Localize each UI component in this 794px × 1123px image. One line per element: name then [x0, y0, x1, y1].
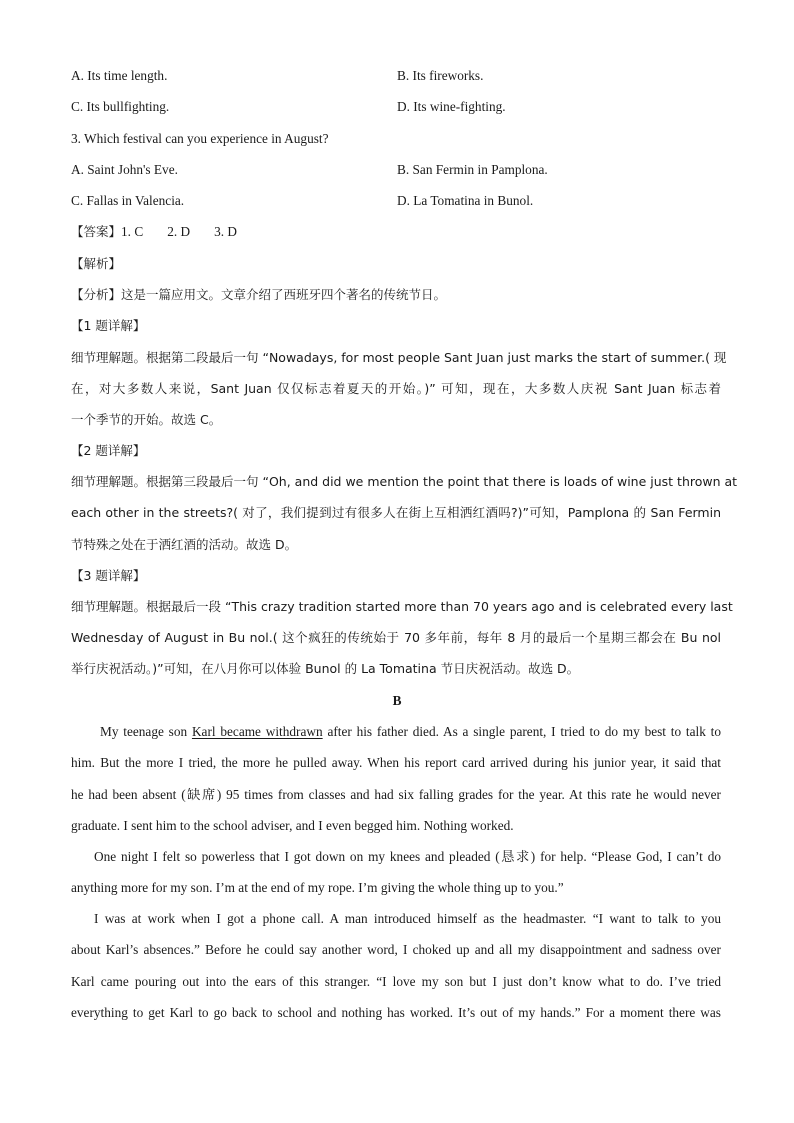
- passage-p2-line2: anything more for my son. I’m at the end of my rope. I’m giving the whole thing up to you.”: [71, 880, 564, 895]
- analysis-label: 【解析】: [71, 256, 122, 271]
- answer-1: 1. C: [121, 224, 144, 239]
- q2-option-c: C. Its bullfighting.: [71, 99, 170, 114]
- detail2-line2: each other in the streets?( 对了，我们提到过有很多人在街上互相洒红酒吗?)”可知，Pamplona 的 San Fermin: [71, 505, 721, 520]
- section-b-heading: B: [392, 693, 402, 708]
- passage-p1-line1: [100, 723, 721, 741]
- detail2-line1: 细节理解题。根据第三段最后一句 “Oh, and did we mention the point that there is loads of wine just thrown at: [71, 474, 738, 489]
- detail1-line3: 一个季节的开始。故选 C。: [71, 412, 222, 427]
- detail3-line3: 举行庆祝活动。)”可知，在八月你可以体验 Bunol 的 La Tomatina 节日庆祝活动。故选 D。: [71, 661, 580, 676]
- detail1-line1: 细节理解题。根据第二段最后一句 “Nowadays, for most people Sant Juan just marks the start of summer.( 现: [71, 350, 727, 365]
- passage-p3-line2: about Karl’s absences.” Before he could say another word, I choked up and all my disappointment and sadness over: [71, 942, 721, 957]
- q3-option-a: A. Saint John's Eve.: [71, 162, 178, 177]
- q3-option-b: B. San Fermin in Pamplona.: [397, 162, 548, 177]
- underlined-phrase: Karl became withdrawn: [191, 724, 323, 739]
- answer-label: 【答案】: [71, 224, 122, 239]
- q2-option-a: A. Its time length.: [71, 68, 168, 83]
- detail2-line3: 节特殊之处在于洒红酒的活动。故选 D。: [71, 537, 298, 552]
- answer-line: [71, 223, 237, 241]
- passage-p2-line1: One night I felt so powerless that I got down on my knees and pleaded (恳求) for help. “Please God, I can’t do: [94, 849, 721, 864]
- summary-text: 【分析】这是一篇应用文。文章介绍了西班牙四个著名的传统节日。: [71, 287, 447, 302]
- q3-option-c: C. Fallas in Valencia.: [71, 193, 185, 208]
- answer-2: 2. D: [167, 224, 191, 239]
- passage-p1-line2: him. But the more I tried, the more he pulled away. When his report card arrived during his junior year, it said that: [71, 755, 721, 770]
- q3-option-d: D. La Tomatina in Bunol.: [397, 193, 534, 208]
- detail3-line1: 细节理解题。根据最后一段 “This crazy tradition started more than 70 years ago and is celebrated every last: [71, 599, 733, 614]
- answer-3: 3. D: [214, 224, 237, 239]
- detail1-line2: 在，对大多数人来说，Sant Juan 仅仅标志着夏天的开始。)” 可知，现在，大多数人庆祝 Sant Juan 标志着: [71, 381, 721, 396]
- q2-option-b: B. Its fireworks.: [397, 68, 484, 83]
- passage-p3-line1: I was at work when I got a phone call. A man introduced himself as the headmaster. “I want to talk to you: [94, 911, 721, 926]
- passage-p1-line4: graduate. I sent him to the school adviser, and I even begged him. Nothing worked.: [71, 818, 514, 833]
- p1-rest: after his father died. As a single parent, I tried to do my best to talk to: [322, 724, 722, 739]
- passage-p3-line4: everything to get Karl to go back to school and nothing has worked. It’s out of my hands.” For a moment there was: [71, 1005, 721, 1020]
- detail3-line2: Wednesday of August in Bu nol.( 这个疯狂的传统始于 70 多年前，每年 8 月的最后一个星期三都会在 Bu nol: [71, 630, 721, 645]
- q2-option-d: D. Its wine-fighting.: [397, 99, 506, 114]
- detail3-label: 【3 题详解】: [71, 568, 146, 583]
- passage-p3-line3: Karl came pouring out into the ears of this stranger. “I love my son but I just don’t know what to do. I’ve tried: [71, 974, 721, 989]
- detail2-label: 【2 题详解】: [71, 443, 146, 458]
- p1-intro: My teenage son: [100, 724, 192, 739]
- q3-stem: 3. Which festival can you experience in August?: [71, 131, 329, 146]
- passage-p1-line3: he had been absent (缺席) 95 times from classes and had six falling grades for the year. At this rate he would never: [71, 787, 721, 802]
- detail1-label: 【1 题详解】: [71, 318, 146, 333]
